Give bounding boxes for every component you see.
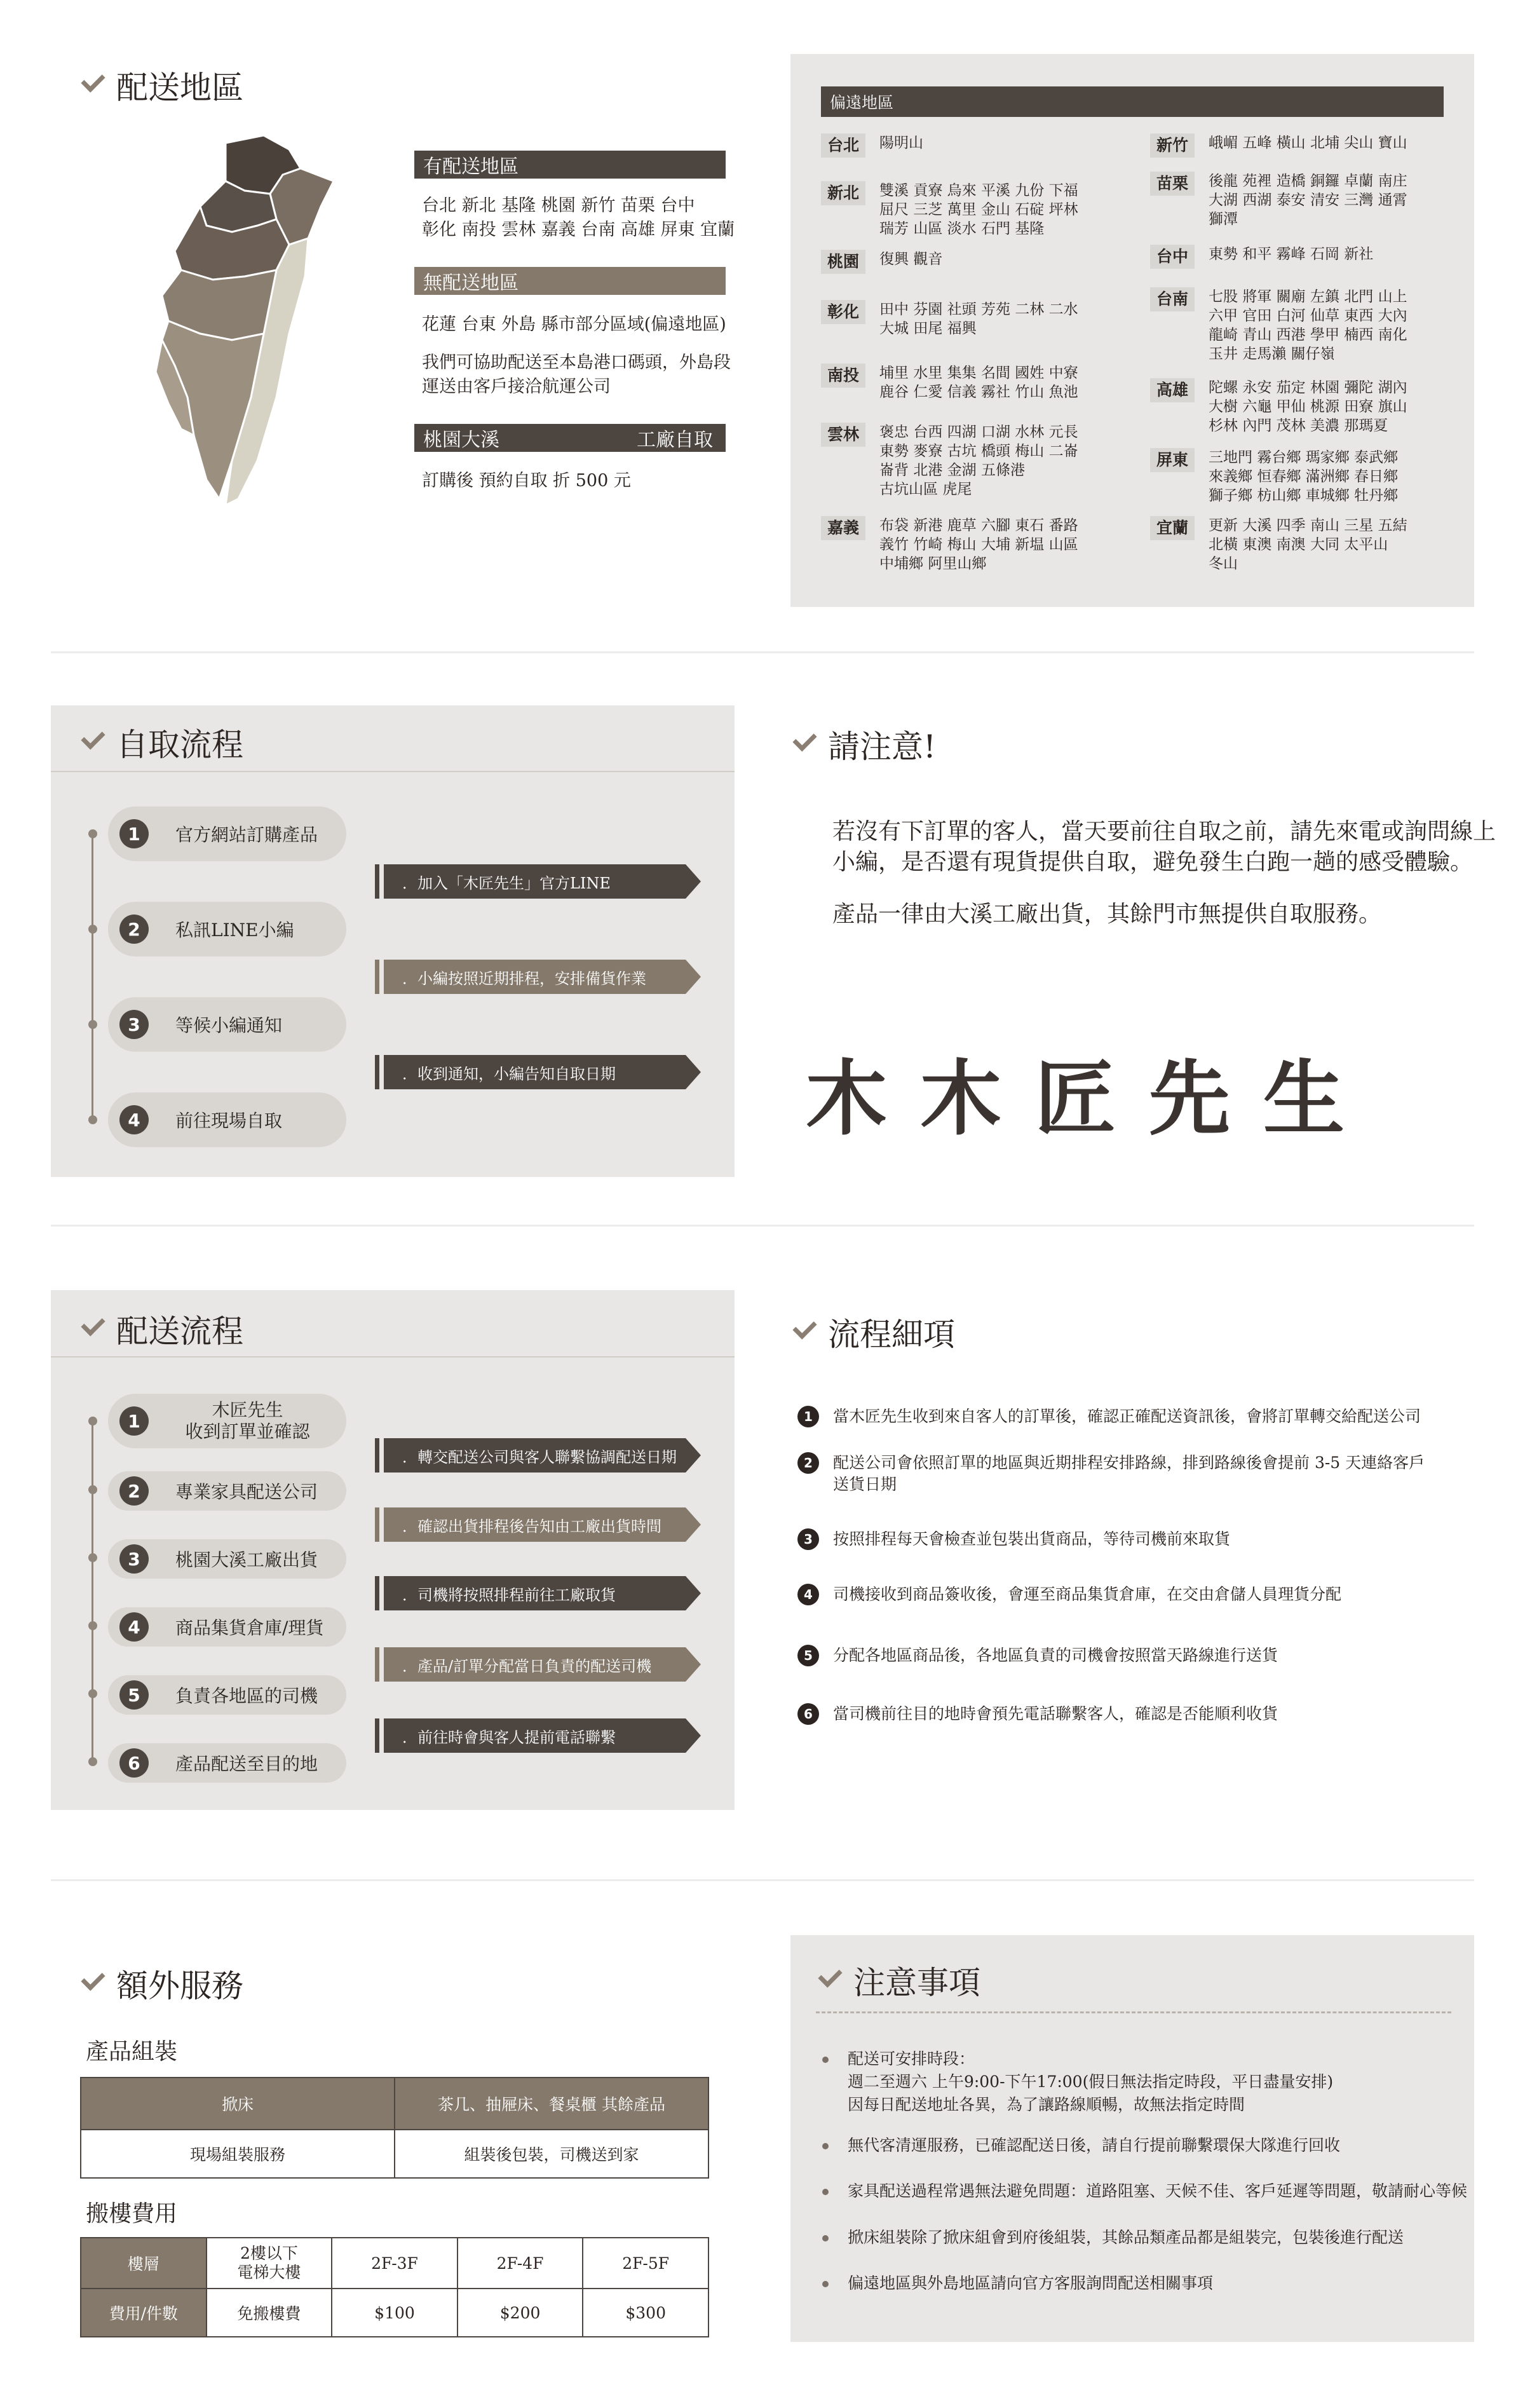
timeline-dot (88, 1485, 97, 1494)
timeline-dot (88, 1553, 97, 1562)
remote-area-list (1209, 448, 1398, 505)
timeline-dot (88, 1020, 97, 1029)
no-delivery-bar: 無配送地區 (414, 267, 726, 295)
note-item-4: 掀床組裝除了掀床組會到府後組裝，其餘品類產品都是組裝完，包裝後進行配送 (822, 2226, 1404, 2249)
remote-area-line: 七股 將軍 關廟 左鎮 北門 山上 (1209, 289, 1407, 305)
bullet-icon (822, 2281, 829, 2287)
note-item-5: 偏遠地區與外島地區請向官方客服詢問配送相關事項 (822, 2272, 1213, 2295)
remote-area-line: 杉林 內門 茂林 美濃 那瑪夏 (1209, 418, 1388, 434)
remote-area-row (1150, 287, 1407, 364)
remote-area-line: 三地門 霧台鄉 瑪家鄉 泰武鄉 (1209, 449, 1398, 466)
remote-area-line: 雙溪 貢寮 烏來 平溪 九份 下福 (879, 182, 1078, 199)
pickup-step-2: 2 私訊LINE小編 (108, 902, 346, 956)
pickup-bar: 桃園大溪 工廠自取 (414, 424, 726, 452)
note-item-3: 家具配送過程常遇無法避免問題：道路阻塞、天候不佳、客戶延遲等問題，敬請耐心等候 (822, 2180, 1467, 2203)
delivery-flow-header-line (51, 1356, 735, 1357)
assembly-title: 產品組裝 (86, 2039, 178, 2065)
step-number: 6 (119, 1748, 149, 1778)
taiwan-map (130, 130, 346, 524)
check-icon (792, 727, 817, 751)
moving-floor-cell: 2樓以下 電梯大樓 (207, 2238, 332, 2289)
remote-area-row (821, 181, 1078, 238)
assembly-header: 掀床 (81, 2078, 395, 2130)
timeline-dot (88, 1417, 97, 1425)
remote-area-row (821, 300, 1078, 338)
step-number: 1 (119, 819, 149, 848)
remote-area-list (879, 364, 1078, 402)
pickup-flow-title: 自取流程 (83, 719, 243, 765)
remote-area-line: 獅潭 (1209, 211, 1238, 228)
pickup-flow-header-line (51, 771, 735, 772)
check-icon (81, 725, 105, 749)
step-number: 3 (119, 1010, 149, 1039)
remote-area-line: 復興 觀音 (879, 251, 943, 268)
remote-area-row (821, 364, 1078, 402)
moving-floor-cell: 2F-3F (332, 2238, 458, 2289)
step-number: 2 (119, 1476, 149, 1506)
remote-area-line: 褒忠 台西 四湖 口湖 水林 元長 (879, 424, 1078, 440)
remote-area-list (879, 516, 1078, 573)
delivery-step-1: 1 木匠先生 收到訂單並確認 (108, 1394, 346, 1448)
remote-area-city: 桃園 (821, 250, 865, 274)
remote-area-city: 彰化 (821, 300, 865, 324)
remote-area-line: 埔里 水里 集集 名間 國姓 中寮 (879, 365, 1078, 381)
remote-area-list (879, 250, 942, 274)
flow-detail-3: 3 按照排程每天會檢查並包裝出貨商品，等待司機前來取貨 (797, 1528, 1230, 1550)
check-icon (81, 1312, 105, 1336)
remote-area-list (879, 181, 1078, 238)
divider (51, 1225, 1474, 1227)
check-icon (818, 1963, 842, 1987)
remote-area-list (879, 300, 1078, 338)
delivery-area-title: 配送地區 (83, 62, 243, 108)
remote-area-row (821, 133, 923, 158)
moving-fee-cell: $100 (332, 2289, 458, 2337)
remote-area-city: 苗栗 (1150, 172, 1195, 196)
pickup-arrow-3: ．收到通知，小編告知自取日期 (375, 1055, 701, 1089)
remote-area-city: 南投 (821, 364, 865, 388)
remote-area-city: 宜蘭 (1150, 516, 1195, 540)
timeline-dot (88, 1689, 97, 1698)
remote-area-line: 龍崎 青山 西港 學甲 楠西 南化 (1209, 327, 1407, 343)
pickup-timeline-line (92, 834, 93, 1120)
flow-detail-5: 5 分配各地區商品後，各地區負責的司機會按照當天路線進行送貨 (797, 1645, 1278, 1666)
has-delivery-text: 台北 新北 基隆 桃園 新竹 苗栗 台中 彰化 南投 雲林 嘉義 台南 高雄 屏東 宜蘭 (422, 196, 735, 240)
remote-area-line: 峨嵋 五峰 橫山 北埔 尖山 寶山 (1209, 135, 1407, 151)
pickup-step-3: 3 等候小編通知 (108, 997, 346, 1052)
remote-area-line: 義竹 竹崎 梅山 大埔 新塭 山區 (879, 536, 1078, 553)
delivery-arrow-4: ．產品/訂單分配當日負責的配送司機 (375, 1647, 701, 1682)
remote-area-row (1150, 133, 1407, 158)
moving-fee-table (80, 2237, 709, 2337)
flow-detail-4: 4 司機接收到商品簽收後，會運至商品集貨倉庫，在交由倉儲人員理貨分配 (797, 1584, 1341, 1605)
remote-area-row (1150, 245, 1373, 269)
notice-paragraph-1: 若沒有下訂單的客人，當天要前往自取之前，請先來電或詢問線上 小編，是否還有現貨提供自取，避免發生白跑一趟的感受體驗。 (832, 819, 1496, 875)
delivery-arrow-3: ．司機將按照排程前往工廠取貨 (375, 1576, 701, 1610)
remote-area-line: 六甲 官田 白河 仙草 東西 大內 (1209, 308, 1407, 324)
notes-dashed-line (816, 2011, 1451, 2013)
timeline-dot (88, 829, 97, 838)
remote-area-row (1150, 448, 1398, 505)
delivery-step-4: 4 商品集貨倉庫/理貨 (108, 1607, 346, 1647)
remote-area-city: 屏東 (1150, 448, 1195, 472)
remote-area-row (1150, 378, 1407, 435)
remote-area-line: 屈尺 三芝 萬里 金山 石碇 坪林 (879, 201, 1078, 218)
notice-paragraph-2: 產品一律由大溪工廠出貨，其餘門市無提供自取服務。 (832, 901, 1382, 927)
remote-area-line: 東勢 和平 霧峰 石岡 新社 (1209, 246, 1374, 262)
bullet-icon (822, 2189, 829, 2195)
remote-area-line: 古坑山區 虎尾 (879, 481, 972, 498)
moving-fee-cell: 免搬樓費 (207, 2289, 332, 2337)
no-delivery-text: 花蓮 台東 外島 縣市部分區域(偏遠地區) 我們可協助配送至本島港口碼頭，外島段 運送由客戶接洽航運公司 (422, 315, 731, 397)
remote-area-line: 中埔鄉 阿里山鄉 (879, 555, 987, 572)
moving-header-label: 樓層 (81, 2238, 207, 2289)
moving-fee-cell: $300 (583, 2289, 708, 2337)
flow-details-title: 流程細項 (794, 1309, 955, 1355)
pickup-step-4: 4 前往現場自取 (108, 1092, 346, 1147)
remote-area-row (821, 516, 1078, 573)
remote-area-list (879, 133, 923, 158)
delivery-timeline-line (92, 1421, 93, 1764)
remote-area-city: 新北 (821, 181, 865, 205)
remote-area-row (821, 423, 1078, 499)
delivery-flow-title: 配送流程 (83, 1306, 243, 1352)
brand-logo: 木木匠先生 (806, 1052, 1378, 1146)
remote-area-list (1209, 133, 1407, 158)
remote-area-line: 大湖 西湖 泰安 清安 三灣 通霄 (1209, 192, 1407, 208)
remote-area-line: 更新 大溪 四季 南山 三星 五結 (1209, 517, 1407, 534)
remote-area-list (1209, 245, 1373, 269)
remote-area-row (1150, 172, 1407, 229)
assembly-cell: 組裝後包裝，司機送到家 (395, 2130, 708, 2178)
timeline-dot (88, 1621, 97, 1630)
remote-area-city: 高雄 (1150, 378, 1195, 402)
delivery-arrow-2: ．確認出貨排程後告知由工廠出貨時間 (375, 1507, 701, 1542)
pickup-text: 訂購後 預約自取 折 500 元 (422, 471, 631, 491)
remote-area-line: 大城 田尾 福興 (879, 320, 977, 337)
moving-floor-cell: 2F-5F (583, 2238, 708, 2289)
remote-area-city: 台北 (821, 133, 865, 158)
assembly-cell: 現場組裝服務 (81, 2130, 395, 2178)
remote-area-city: 雲林 (821, 423, 865, 447)
moving-fee-cell: $200 (458, 2289, 583, 2337)
flow-detail-2: 2 配送公司會依照訂單的地區與近期排程安排路線，排到路線後會提前 3-5 天連絡客戶 送貨日期 (797, 1452, 1425, 1495)
pickup-arrow-1: ．加入「木匠先生」官方LINE (375, 864, 701, 899)
remote-area-line: 玉井 走馬瀨 關仔嶺 (1209, 346, 1335, 362)
remote-area-line: 來義鄉 恒春鄉 滿洲鄉 春日鄉 (1209, 468, 1398, 485)
check-icon (792, 1315, 817, 1339)
remote-area-line: 冬山 (1209, 555, 1238, 572)
assembly-table (80, 2077, 709, 2179)
divider (51, 651, 1474, 653)
step-number: 4 (119, 1612, 149, 1642)
moving-floor-cell: 2F-4F (458, 2238, 583, 2289)
check-icon (81, 68, 105, 92)
step-number: 3 (119, 1544, 149, 1574)
remote-area-list (1209, 287, 1407, 364)
bullet-icon (822, 2235, 829, 2241)
remote-area-list (879, 423, 1078, 499)
delivery-step-2: 2 專業家具配送公司 (108, 1471, 346, 1511)
remote-area-line: 陽明山 (879, 135, 924, 151)
remote-area-line: 後龍 苑裡 造橋 銅鑼 卓蘭 南庄 (1209, 173, 1407, 189)
remote-area-city: 嘉義 (821, 516, 865, 540)
remote-area-line: 獅子鄉 枋山鄉 車城鄉 牡丹鄉 (1209, 487, 1398, 504)
notes-title: 注意事項 (820, 1957, 980, 2003)
step-number: 1 (119, 1406, 149, 1436)
step-number: 2 (119, 915, 149, 944)
remote-area-line: 崙背 北港 金湖 五條港 (879, 462, 1025, 479)
delivery-step-3: 3 桃園大溪工廠出貨 (108, 1539, 346, 1579)
step-number: 5 (119, 1680, 149, 1710)
delivery-arrow-1: ．轉交配送公司與客人聯繫協調配送日期 (375, 1438, 701, 1473)
remote-area-line: 布袋 新港 鹿草 六腳 東石 番路 (879, 517, 1078, 534)
remote-area-city: 台中 (1150, 245, 1195, 269)
moving-fee-title: 搬樓費用 (86, 2201, 178, 2227)
extra-services-title: 額外服務 (83, 1961, 243, 2006)
assembly-header: 茶几、抽屜床、餐桌櫃 其餘產品 (395, 2078, 708, 2130)
remote-area-list (1209, 378, 1407, 435)
remote-area-line: 瑞芳 山區 淡水 石門 基隆 (879, 221, 1045, 237)
has-delivery-bar: 有配送地區 (414, 151, 726, 179)
remote-area-line: 陀螺 永安 茄定 林園 彌陀 湖內 (1209, 379, 1407, 396)
remote-areas-bar: 偏遠地區 (821, 86, 1444, 117)
remote-area-list (1209, 516, 1407, 573)
remote-area-line: 鹿谷 仁愛 信義 霧社 竹山 魚池 (879, 384, 1078, 400)
check-icon (81, 1966, 105, 1990)
bullet-icon (822, 2143, 829, 2149)
bullet-icon (822, 2057, 829, 2063)
remote-area-line: 大樹 六龜 甲仙 桃源 田寮 旗山 (1209, 398, 1407, 415)
remote-area-city: 台南 (1150, 287, 1195, 311)
moving-fee-label: 費用/件數 (81, 2289, 207, 2337)
remote-area-line: 田中 芬園 社頭 芳苑 二林 二水 (879, 301, 1078, 318)
pickup-arrow-2: ．小編按照近期排程，安排備貨作業 (375, 960, 701, 994)
remote-area-line: 東勢 麥寮 古坑 橋頭 梅山 二崙 (879, 443, 1078, 459)
pickup-step-1: 1 官方網站訂購產品 (108, 806, 346, 861)
logo-mark-icon: 木 (806, 1052, 921, 1146)
flow-detail-6: 6 當司機前往目的地時會預先電話聯繫客人，確認是否能順利收貨 (797, 1703, 1278, 1725)
step-number: 4 (119, 1105, 149, 1134)
timeline-dot (88, 1757, 97, 1766)
remote-area-row (1150, 516, 1407, 573)
flow-detail-1: 1 當木匠先生收到來自客人的訂單後，確認正確配送資訊後，會將訂單轉交給配送公司 (797, 1406, 1421, 1427)
delivery-step-5: 5 負責各地區的司機 (108, 1675, 346, 1715)
remote-area-list (1209, 172, 1407, 229)
remote-area-line: 北橫 東澳 南澳 大同 太平山 (1209, 536, 1388, 553)
note-item-1: 配送可安排時段： 週二至週六 上午9:00-下午17:00(假日無法指定時段，平日盡量安排) 因每日配送地址各異，為了讓路線順暢，故無法指定時間 (822, 2048, 1333, 2116)
notice-title: 請注意! (794, 721, 936, 767)
timeline-dot (88, 1115, 97, 1124)
delivery-step-6: 6 產品配送至目的地 (108, 1743, 346, 1783)
remote-area-city: 新竹 (1150, 133, 1195, 158)
remote-area-row (821, 250, 942, 274)
divider (51, 1879, 1474, 1881)
note-item-2: 無代客清運服務，已確認配送日後，請自行提前聯繫環保大隊進行回收 (822, 2134, 1340, 2157)
timeline-dot (88, 925, 97, 934)
delivery-arrow-5: ．前往時會與客人提前電話聯繫 (375, 1718, 701, 1753)
